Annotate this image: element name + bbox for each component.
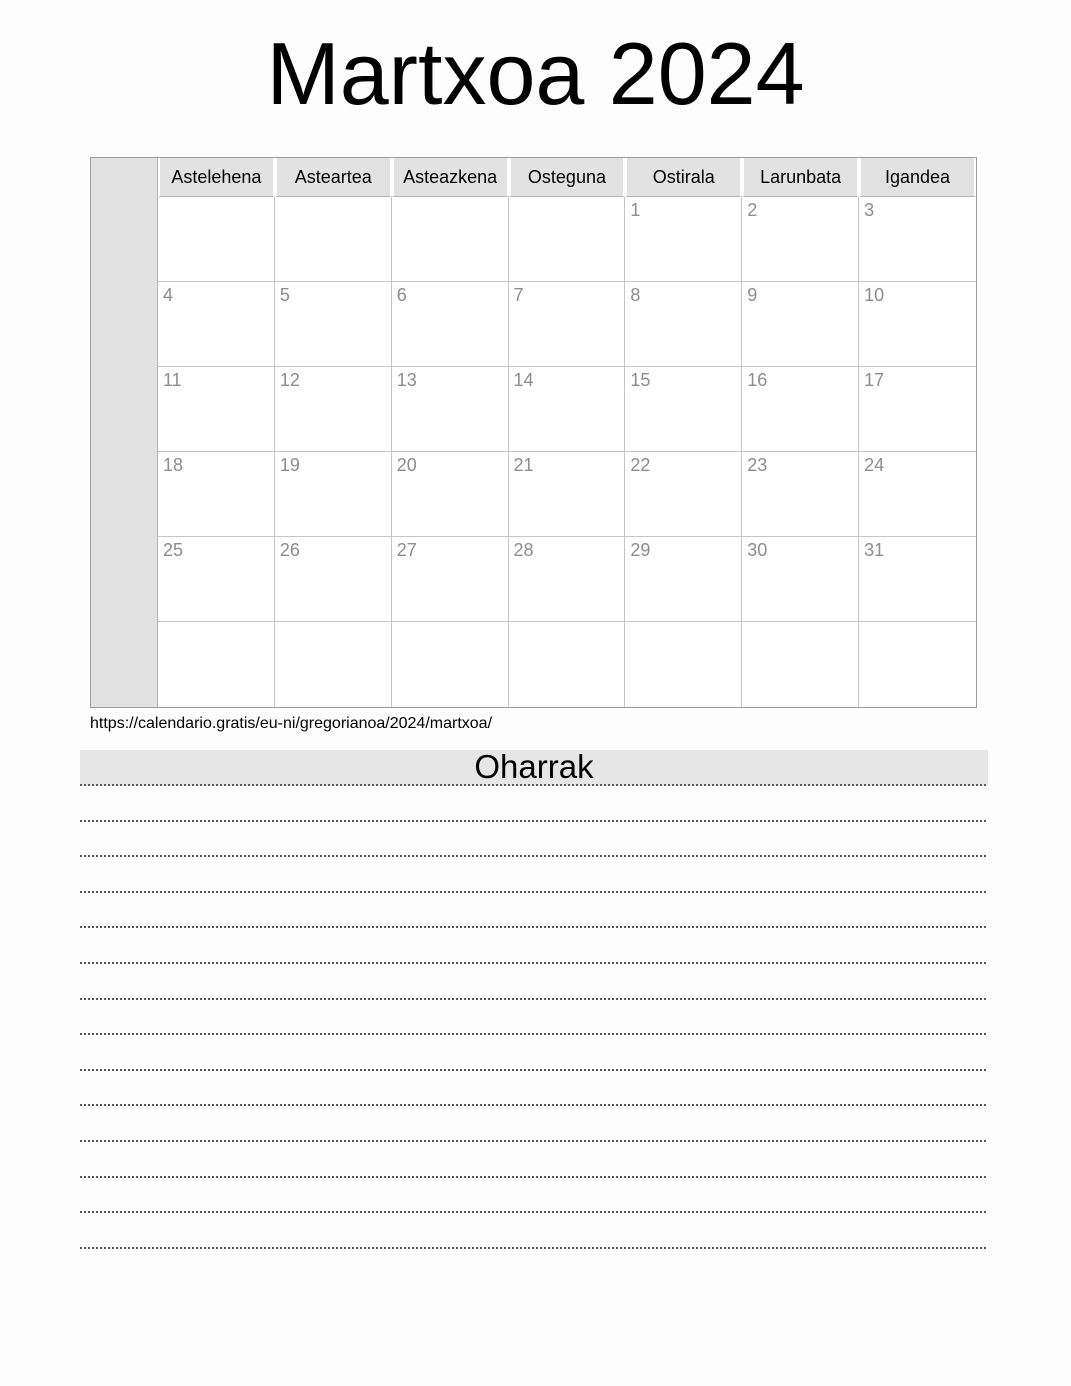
day-cell-empty	[625, 622, 742, 707]
day-cell: 15	[625, 367, 742, 452]
day-cell: 22	[625, 452, 742, 537]
calendar-table	[90, 157, 977, 708]
weekday-header: Asteazkena	[392, 158, 509, 197]
notes-lines	[80, 786, 988, 1249]
notes-line	[80, 1178, 988, 1214]
day-cell: 6	[392, 282, 509, 367]
calendar-week-row	[91, 282, 976, 367]
day-cell-empty	[158, 197, 275, 282]
day-cell: 8	[625, 282, 742, 367]
day-cell: 2	[742, 197, 859, 282]
notes-line	[80, 964, 988, 1000]
day-cell: 27	[392, 537, 509, 622]
notes-line	[80, 893, 988, 929]
notes-line	[80, 786, 988, 822]
weekday-header: Larunbata	[742, 158, 859, 197]
day-cell-empty	[509, 622, 626, 707]
notes-line	[80, 1142, 988, 1178]
day-cell: 16	[742, 367, 859, 452]
notes-line	[80, 1035, 988, 1071]
day-cell: 21	[509, 452, 626, 537]
day-cell: 3	[859, 197, 976, 282]
calendar-page	[0, 24, 1071, 1386]
day-cell-empty	[392, 197, 509, 282]
day-cell: 10	[859, 282, 976, 367]
calendar-week-row	[91, 537, 976, 622]
day-cell: 19	[275, 452, 392, 537]
day-cell: 1	[625, 197, 742, 282]
weekday-header-row	[91, 158, 976, 197]
day-cell: 30	[742, 537, 859, 622]
day-cell: 5	[275, 282, 392, 367]
notes-line	[80, 1213, 988, 1249]
day-cell: 4	[158, 282, 275, 367]
day-cell-empty	[509, 197, 626, 282]
page-title: Martxoa 2024	[266, 24, 805, 123]
day-cell-empty	[392, 622, 509, 707]
weekday-header: Astelehena	[158, 158, 275, 197]
week-number-column	[91, 158, 158, 707]
day-cell: 11	[158, 367, 275, 452]
weekday-header: Igandea	[859, 158, 976, 197]
day-cell: 26	[275, 537, 392, 622]
weekday-header: Ostirala	[625, 158, 742, 197]
day-cell-empty	[158, 622, 275, 707]
notes-line	[80, 1071, 988, 1107]
day-cell: 14	[509, 367, 626, 452]
day-cell: 31	[859, 537, 976, 622]
day-cell: 25	[158, 537, 275, 622]
day-cell: 12	[275, 367, 392, 452]
day-cell: 28	[509, 537, 626, 622]
day-cell: 9	[742, 282, 859, 367]
day-cell-empty	[859, 622, 976, 707]
notes-title: Oharrak	[80, 750, 988, 786]
calendar-week-row	[91, 367, 976, 452]
day-cell: 20	[392, 452, 509, 537]
day-cell: 18	[158, 452, 275, 537]
day-cell: 13	[392, 367, 509, 452]
day-cell: 23	[742, 452, 859, 537]
calendar-week-row	[91, 452, 976, 537]
calendar-week-row	[91, 197, 976, 282]
notes-line	[80, 857, 988, 893]
day-cell-empty	[742, 622, 859, 707]
notes-line	[80, 1000, 988, 1036]
calendar-week-row	[91, 622, 976, 707]
weekday-header: Osteguna	[509, 158, 626, 197]
notes-line	[80, 928, 988, 964]
day-cell-empty	[275, 197, 392, 282]
day-cell-empty	[275, 622, 392, 707]
notes-line	[80, 822, 988, 858]
day-cell: 17	[859, 367, 976, 452]
weekday-header: Asteartea	[275, 158, 392, 197]
day-cell: 7	[509, 282, 626, 367]
source-url: https://calendario.gratis/eu-ni/gregorianoa/2024/martxoa/	[90, 715, 493, 732]
day-cell: 24	[859, 452, 976, 537]
day-cell: 29	[625, 537, 742, 622]
notes-line	[80, 1106, 988, 1142]
